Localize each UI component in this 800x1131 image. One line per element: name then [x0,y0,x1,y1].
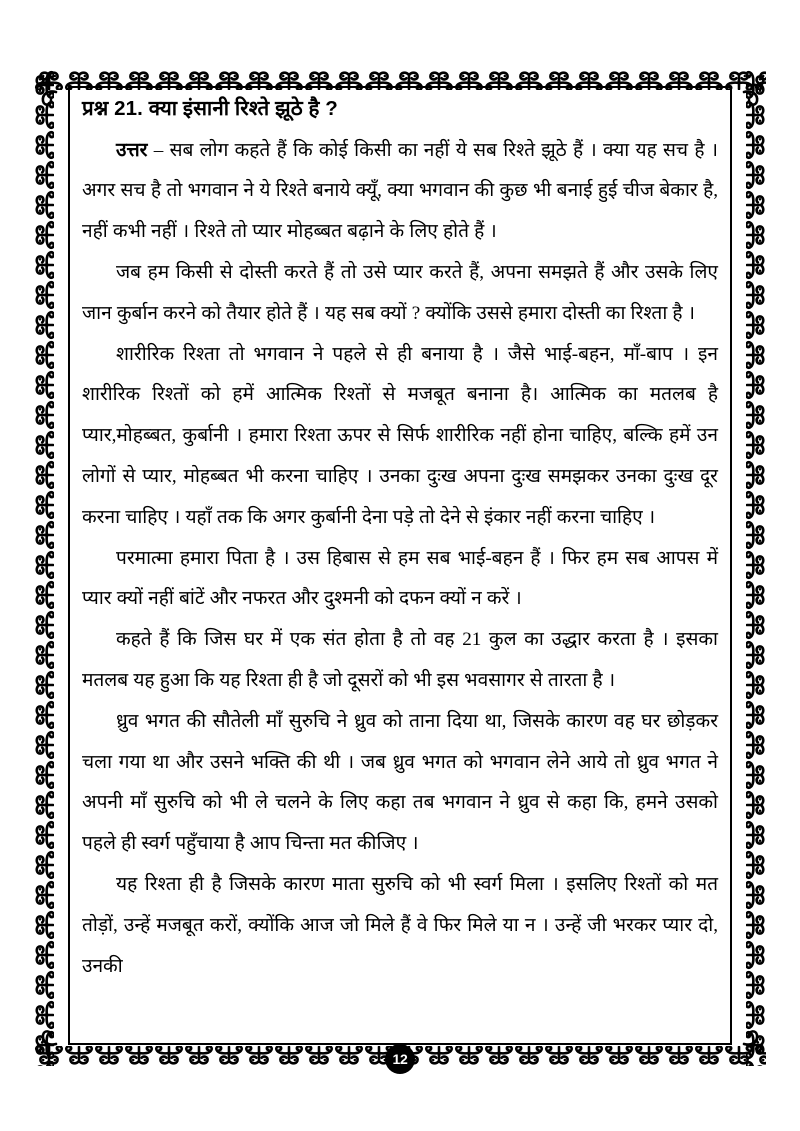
border-band-right [746,70,766,1066]
page-title: प्रश्न 21. क्या इंसानी रिश्ते झूठे है ? [82,97,338,120]
page-number-badge: 12 [385,1044,415,1074]
paragraph-7: यह रिश्ता ही है जिसके कारण माता सुरुचि को भी स्वर्ग मिला । इसलिए रिश्तों को मत तोड़ों, उन्हें मजबूत करों, क्योंकि आज जो मिले हैं वे फिर मिले या न । उन्हें जी भरकर प्यार दो, उनकी [82,873,718,977]
paragraph-5: कहते हैं कि जिस घर में एक संत होता है तो वह 21 कुल का उद्धार करता है । इसका मतलब यह हुआ कि यह रिश्ता ही है जो दूसरों को भी इस भवसागर से तारता है । [82,629,718,691]
paragraph-4: परमात्मा हमारा पिता है । उस हिबास से हम सब भाई-बहन हैं । फिर हम सब आपस में प्यार क्यों नहीं बांटें और नफरत और दुश्मनी को दफन क्यों न करें । [82,547,718,610]
paragraph-6: ध्रुव भगत की सौतेली माँ सुरुचि ने ध्रुव को ताना दिया था, जिसके कारण वह घर छोड़कर चला गया था और उसने भक्ति की थी । जब ध्रुव भगत को भगवान लेने आये तो ध्रुव भगत ने अपनी माँ सुरुचि को भी ले चलने के लिए कहा तब भगवान ने ध्रुव से कहा कि, हमने उसको पहले ही स्वर्ग पहुँचाया है आप चिन्ता मत कीजिए । [82,710,718,855]
paragraph-2: जब हम किसी से दोस्ती करते हैं तो उसे प्यार करते हैं, अपना समझते हैं और उसके लिए जान कुर्बान करने को तैयार होते हैं । यह सब क्यों ? क्योंकि उससे हमारा दोस्ती का रिश्ता है । [82,262,718,324]
border-band-left [34,70,54,1066]
paragraph-3: शारीरिक रिश्ता तो भगवान ने पहले से ही बनाया है । जैसे भाई-बहन, माँ-बाप । इन शारीरिक रिश्तों को हमें आत्मिक रिश्तों से मजबूत बनाना है। आत्मिक का मतलब है प्यार,मोहब्बत, कुर्बानी । हमारा रिश्ता ऊपर से सिर्फ शारीरिक नहीं होना चाहिए, बल्कि हमें उन लोगों से प्यार, मोहब्बत भी करना चाहिए । उनका दुःख अपना दुःख समझकर उनका दुःख दूर करना चाहिए । यहाँ तक कि अगर कुर्बानी देना पड़े तो देने से इंकार नहीं करना चाहिए । [82,343,718,528]
paragraph-1 [82,131,718,253]
page-content [68,96,732,1031]
paragraph-1-text: – सब लोग कहते हैं कि कोई किसी का नहीं ये सब रिश्ते झूठे हैं । क्या यह सच है । अगर सच है तो भगवान ने ये रिश्ते बनाये क्यूँ, क्या भगवान की कुछ भी बनाई हुई चीज बेकार है, नहीं कभी नहीं । रिश्ते तो प्यार मोहब्बत बढ़ाने के लिए होते हैं । [82,139,718,243]
answer-label: उत्तर [116,139,148,161]
